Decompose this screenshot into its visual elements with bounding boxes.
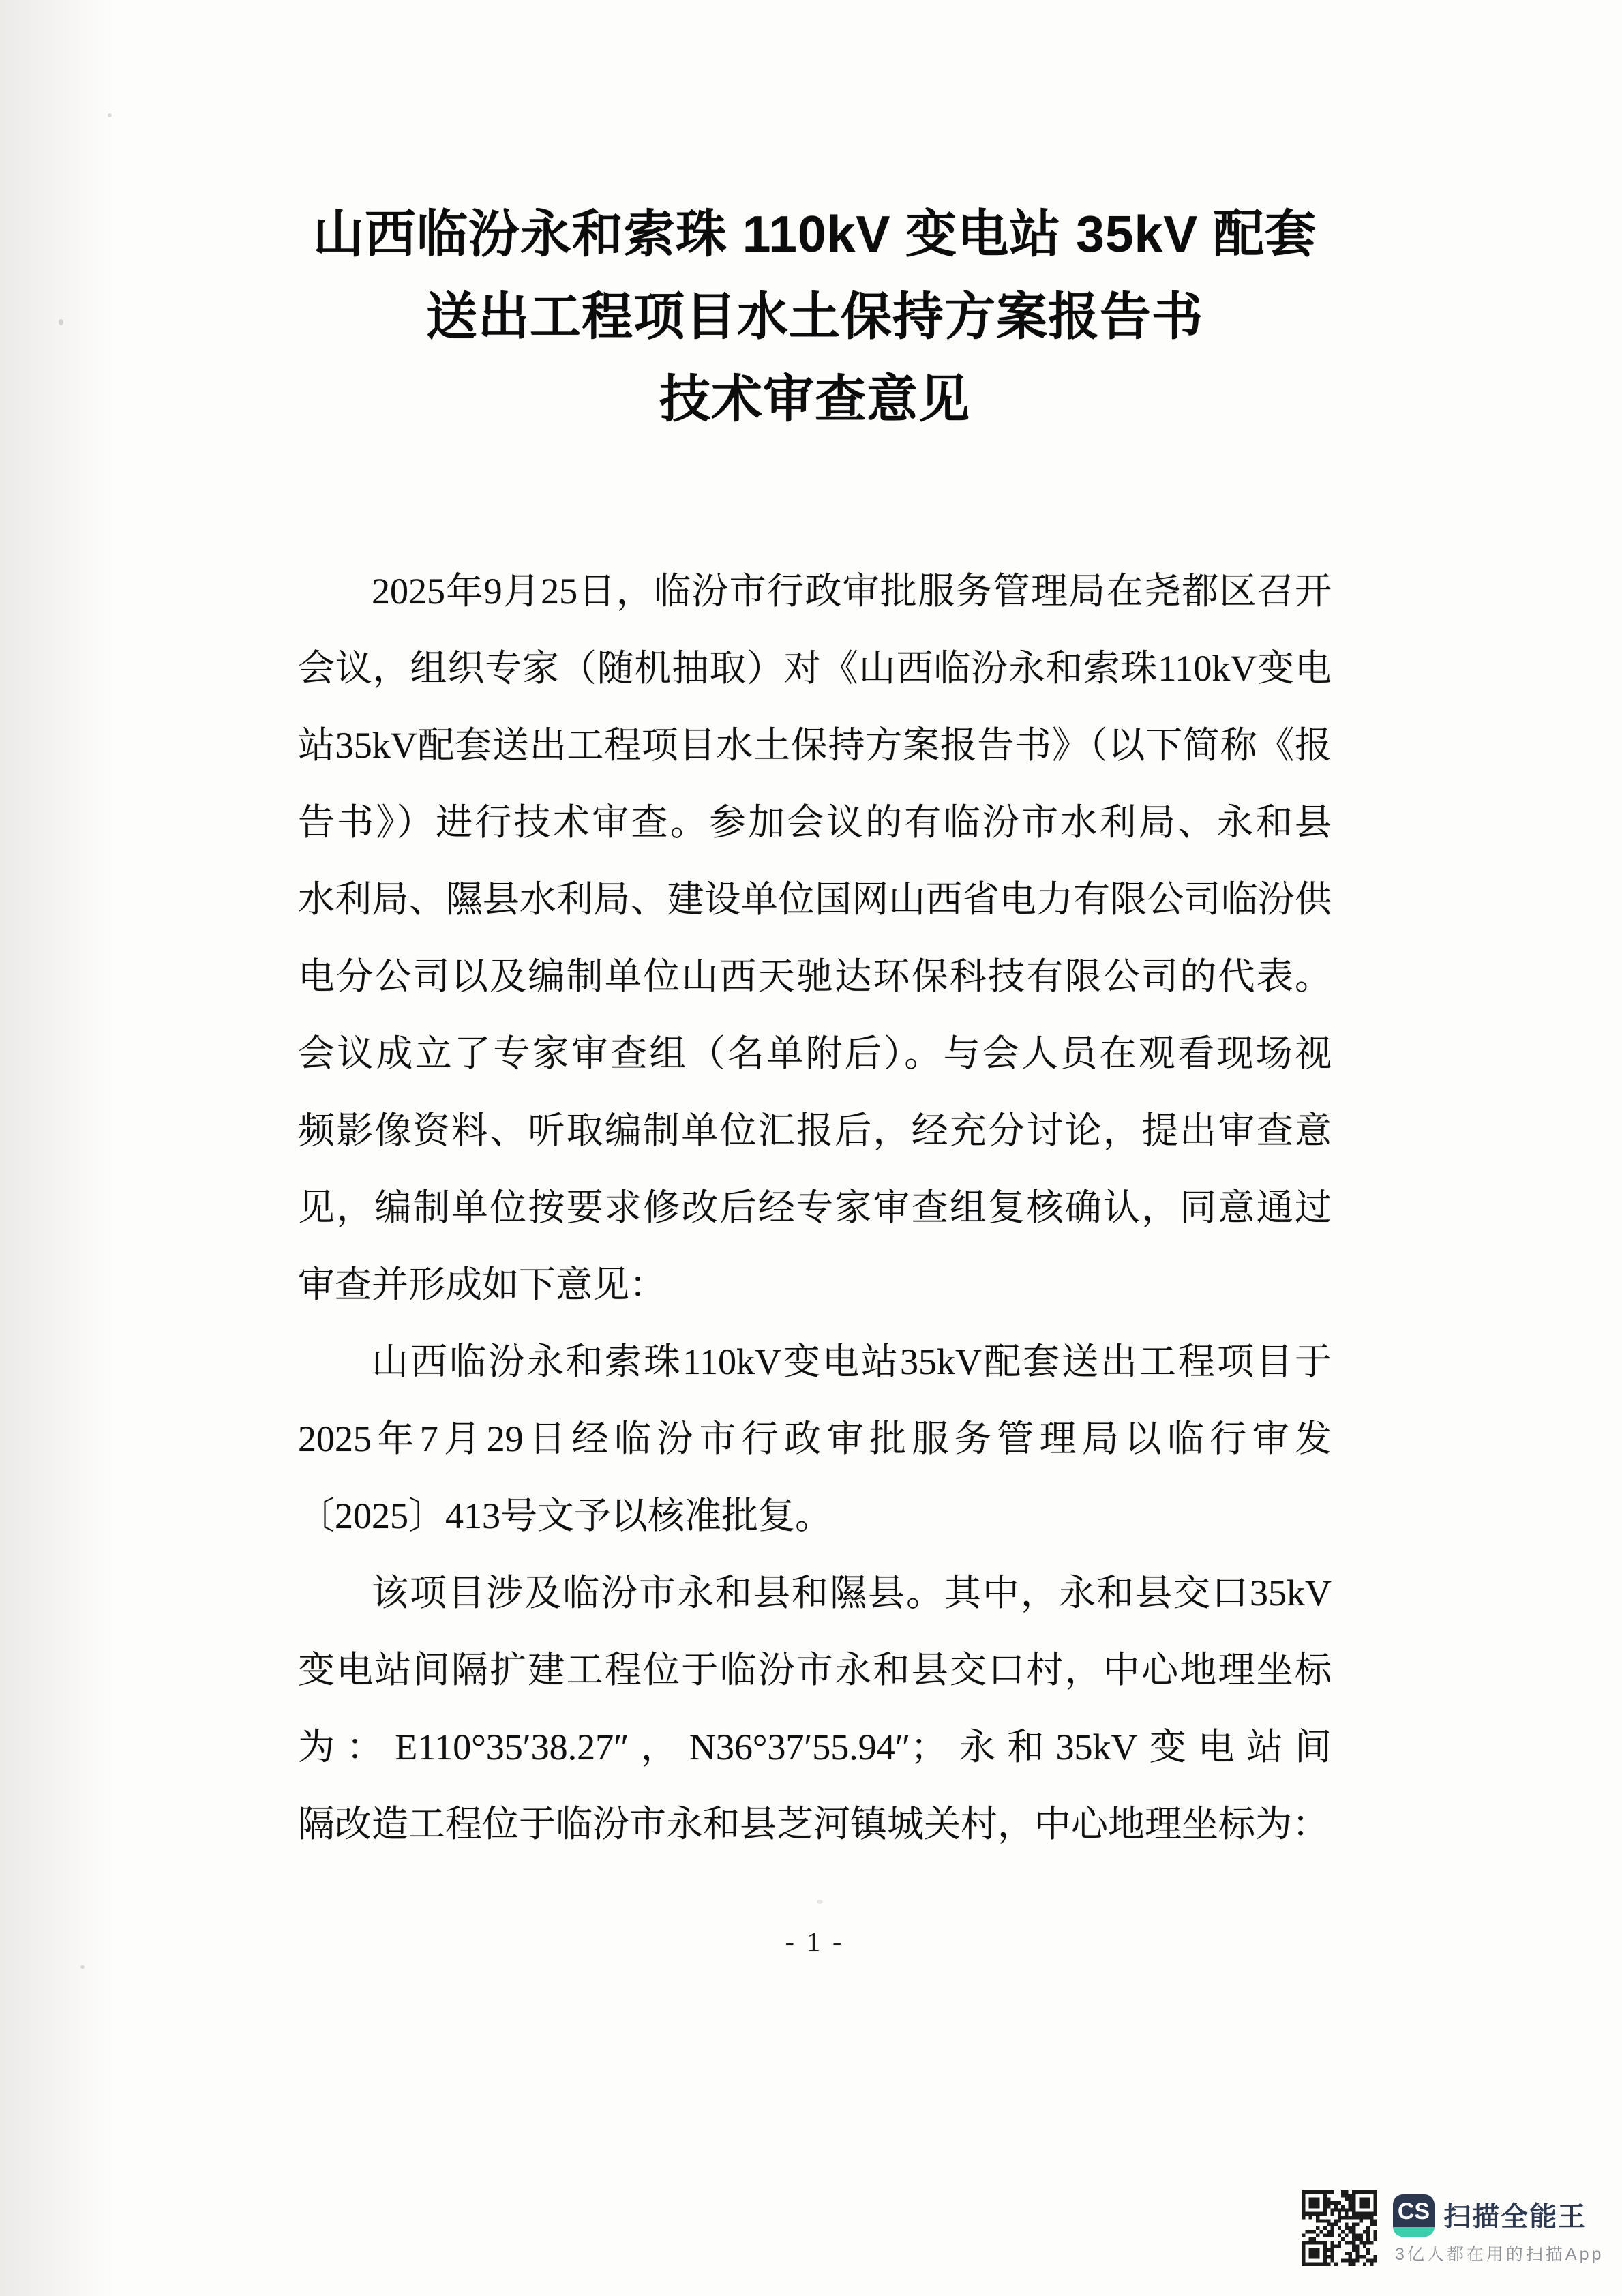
title-line: 送出工程项目水土保持方案报告书 xyxy=(425,288,1203,345)
body-line: 站35kV配套送出工程项目水土保持方案报告书》（以下简称《报 xyxy=(298,725,1332,766)
body-line: 山西临汾永和索珠110kV变电站35kV配套送出工程项目于 xyxy=(372,1341,1332,1382)
scan-speck xyxy=(817,1900,823,1904)
body-line: 见，编制单位按要求修改后经专家审查组复核确认，同意通过 xyxy=(298,1187,1332,1228)
camscanner-app-name: 扫描全能王 xyxy=(1443,2202,1587,2232)
body-line: 为：E110°35′38.27″，N36°37′55.94″；永和35kV变电站间 xyxy=(298,1727,1332,1768)
body-line: 会议成立了专家审查组（名单附后）。与会人员在观看现场视 xyxy=(298,1033,1332,1074)
body-line: 告书》）进行技术审查。参加会议的有临汾市水利局、永和县 xyxy=(298,802,1332,843)
scan-speck xyxy=(59,319,63,325)
camscanner-logo-monogram: CS xyxy=(1397,2198,1430,2224)
page-number: - 1 - xyxy=(785,1926,845,1957)
qr-code-icon xyxy=(1302,2190,1377,2266)
camscanner-logo-icon xyxy=(1393,2194,1435,2237)
body-line: 隔改造工程位于临汾市永和县芝河镇城关村，中心地理坐标为： xyxy=(298,1804,1329,1845)
body-line: 该项目涉及临汾市永和县和隰县。其中，永和县交口35kV xyxy=(372,1572,1332,1613)
scan-speck xyxy=(108,113,112,117)
title-line: 技术审查意见 xyxy=(659,370,970,428)
document-title xyxy=(298,193,1332,441)
document-body xyxy=(298,553,1332,1863)
body-line: 2025年9月25日，临汾市行政审批服务管理局在尧都区召开 xyxy=(372,571,1332,612)
body-line: 水利局、隰县水利局、建设单位国网山西省电力有限公司临汾供 xyxy=(298,879,1332,920)
scan-edge-shading xyxy=(0,0,130,2296)
body-line: 会议，组织专家（随机抽取）对《山西临汾永和索珠110kV变电 xyxy=(298,648,1332,689)
body-line: 审查并形成如下意见： xyxy=(298,1264,666,1305)
body-line: 频影像资料、听取编制单位汇报后，经充分讨论，提出审查意 xyxy=(298,1110,1332,1151)
title-line: 山西临汾永和索珠 110kV 变电站 35kV 配套 xyxy=(312,205,1317,263)
body-line: 2025年7月29日经临汾市行政审批服务管理局以临行审发 xyxy=(298,1418,1332,1459)
body-line: 电分公司以及编制单位山西天驰达环保科技有限公司的代表。 xyxy=(298,956,1332,997)
scan-speck xyxy=(80,1965,85,1969)
body-line: 〔2025〕413号文予以核准批复。 xyxy=(298,1495,832,1536)
body-line: 变电站间隔扩建工程位于临汾市永和县交口村，中心地理坐标 xyxy=(298,1650,1332,1690)
camscanner-logo-teal-band xyxy=(1393,2227,1435,2237)
camscanner-tagline: 3亿人都在用的扫描App xyxy=(1395,2245,1604,2264)
